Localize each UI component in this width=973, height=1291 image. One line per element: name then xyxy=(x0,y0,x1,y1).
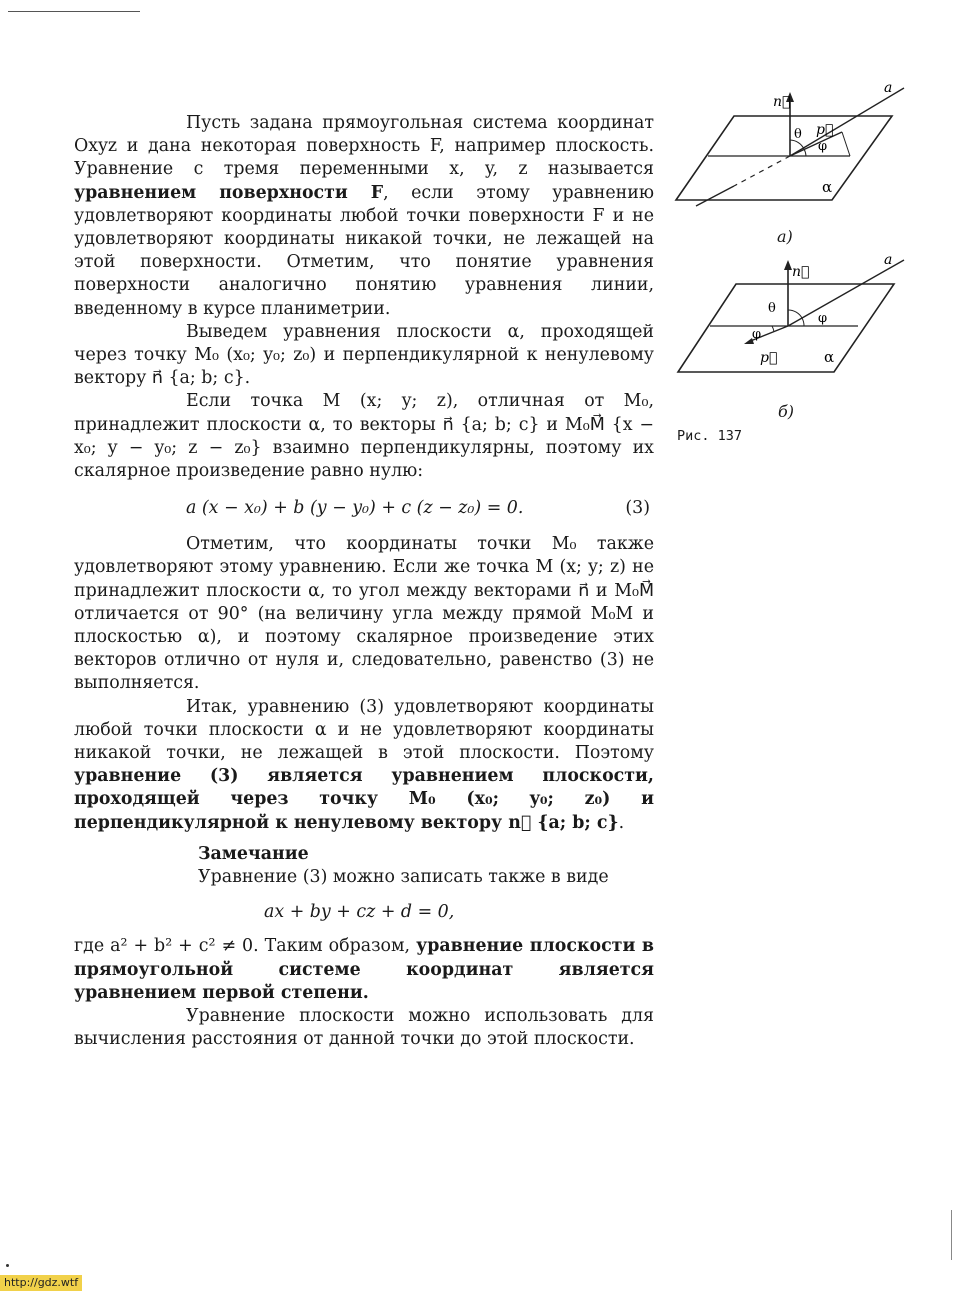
label-phi-b2: φ xyxy=(752,327,762,342)
paragraph-3: Если точка M (x; y; z), отличная от M₀, принадлежит плоскости α, то векторы n⃗ {a; b; c} и M₀M⃗ {x − x₀; y − y₀; z − z₀} взаимно перпендикулярны, поэтому их скалярное произведение равно нулю: xyxy=(74,391,654,482)
top-rule xyxy=(8,11,140,12)
plane-alpha-b xyxy=(678,284,894,372)
phi-arc-a xyxy=(804,149,806,156)
theta-arc-b xyxy=(788,310,802,318)
label-n-a: n⃗ xyxy=(773,94,791,110)
label-theta-a: θ xyxy=(794,127,802,142)
label-alpha-b: α xyxy=(824,348,835,366)
figure-caption: Рис. 137 xyxy=(677,428,743,444)
label-theta-b: θ xyxy=(768,301,776,316)
label-p-b: p⃗ xyxy=(760,350,778,366)
line-a-lower xyxy=(696,186,734,206)
caption-a: а) xyxy=(777,227,793,246)
paragraph-6: где a² + b² + c² ≠ 0. Таким образом, уравнение плоскости в прямоугольной системе координат является уравнением первой степени. xyxy=(74,936,654,1003)
caption-b: б) xyxy=(778,402,795,421)
conclusion-statement: уравнение плоскости в прямоугольной системе координат является уравнением первой степени. xyxy=(74,936,654,1003)
label-line-a-b: a xyxy=(884,252,893,268)
paragraph-4: Отметим, что координаты точки M₀ также удовлетворяют этому уравнению. Если же точка M (x; y; z) не принадлежит плоскости α, то угол между векторами n⃗ и M₀M⃗ отличается от 90° (на величину угла между прямой M₀M и плоскостью α), и поэтому скалярное произведение этих векторов отлично от нуля и, следовательно, равенство (3) не выполняется. xyxy=(74,534,654,694)
phi-arc-b2 xyxy=(772,326,774,332)
source-url-badge[interactable]: http://gdz.wtf xyxy=(0,1275,82,1291)
margin-rule xyxy=(951,1210,952,1260)
label-phi-b: φ xyxy=(818,311,828,326)
equation-general xyxy=(74,899,654,925)
remark-text: Уравнение (3) можно записать также в виде xyxy=(198,867,609,888)
equation-3-text: a (x − x₀) + b (y − y₀) + c (z − z₀) = 0. xyxy=(186,498,524,519)
paragraph-1: Пусть задана прямоугольная система координат Oxyz и дана некоторая поверхность F, например плоскость. Уравнение с тремя переменными x, y, z называется уравнением поверхности F, если этому уравнению удовлетворяют координаты любой точки поверхности F и не удовлетворяют координаты никакой точки, не лежащей на этой поверхности. Отметим, что понятие уравнения поверхности аналогично понятию уравнения линии, введенному в курсе планиметрии. xyxy=(74,113,654,319)
figure-a xyxy=(672,76,912,226)
paragraph-2: Выведем уравнения плоскости α, проходящей через точку M₀ (x₀; y₀; z₀) и перпендикулярной к ненулевому вектору n⃗ {a; b; c}. xyxy=(74,321,654,389)
label-p-a: p⃗ xyxy=(816,122,834,138)
label-line-a-a: a xyxy=(884,80,893,96)
equation-3 xyxy=(74,495,654,521)
phi-arc-b xyxy=(802,318,804,326)
term-surface-equation: уравнением поверхности F xyxy=(74,182,384,203)
plane-alpha-a xyxy=(676,116,892,200)
label-alpha-a: α xyxy=(822,178,833,196)
paragraph-7: Уравнение плоскости можно использовать для вычисления расстояния от данной точки до этой плоскости. xyxy=(74,1005,654,1050)
normal-arrowhead-b xyxy=(784,260,792,270)
equation-general-text: ax + by + cz + d = 0, xyxy=(264,902,455,923)
main-text xyxy=(74,112,654,1051)
label-n-b: n⃗ xyxy=(792,264,810,280)
figure-b xyxy=(672,250,912,380)
label-phi-a: φ xyxy=(818,139,828,154)
paragraph-5: Итак, уравнению (3) удовлетворяют координаты любой точки плоскости α и не удовлетворяют координаты никакой точки, не лежащей в этой плоскости. Поэтому уравнение (3) является уравнением плоскости, проходящей через точку M₀ (x₀; y₀; z₀) и перпендикулярной к ненулевому вектору n⃗ {a; b; c}. xyxy=(74,696,654,833)
line-a-dashed xyxy=(734,156,790,186)
equation-3-number: (3) xyxy=(625,498,650,519)
scan-dot xyxy=(6,1264,9,1267)
theorem-statement: уравнение (3) является уравнением плоскости, проходящей через точку M₀ (x₀; y₀; z₀) и перпендикулярной к ненулевому вектору n⃗ {a; b; c} xyxy=(74,766,654,833)
drop-line-a xyxy=(842,132,850,156)
remark-heading: Замечание xyxy=(198,843,309,864)
